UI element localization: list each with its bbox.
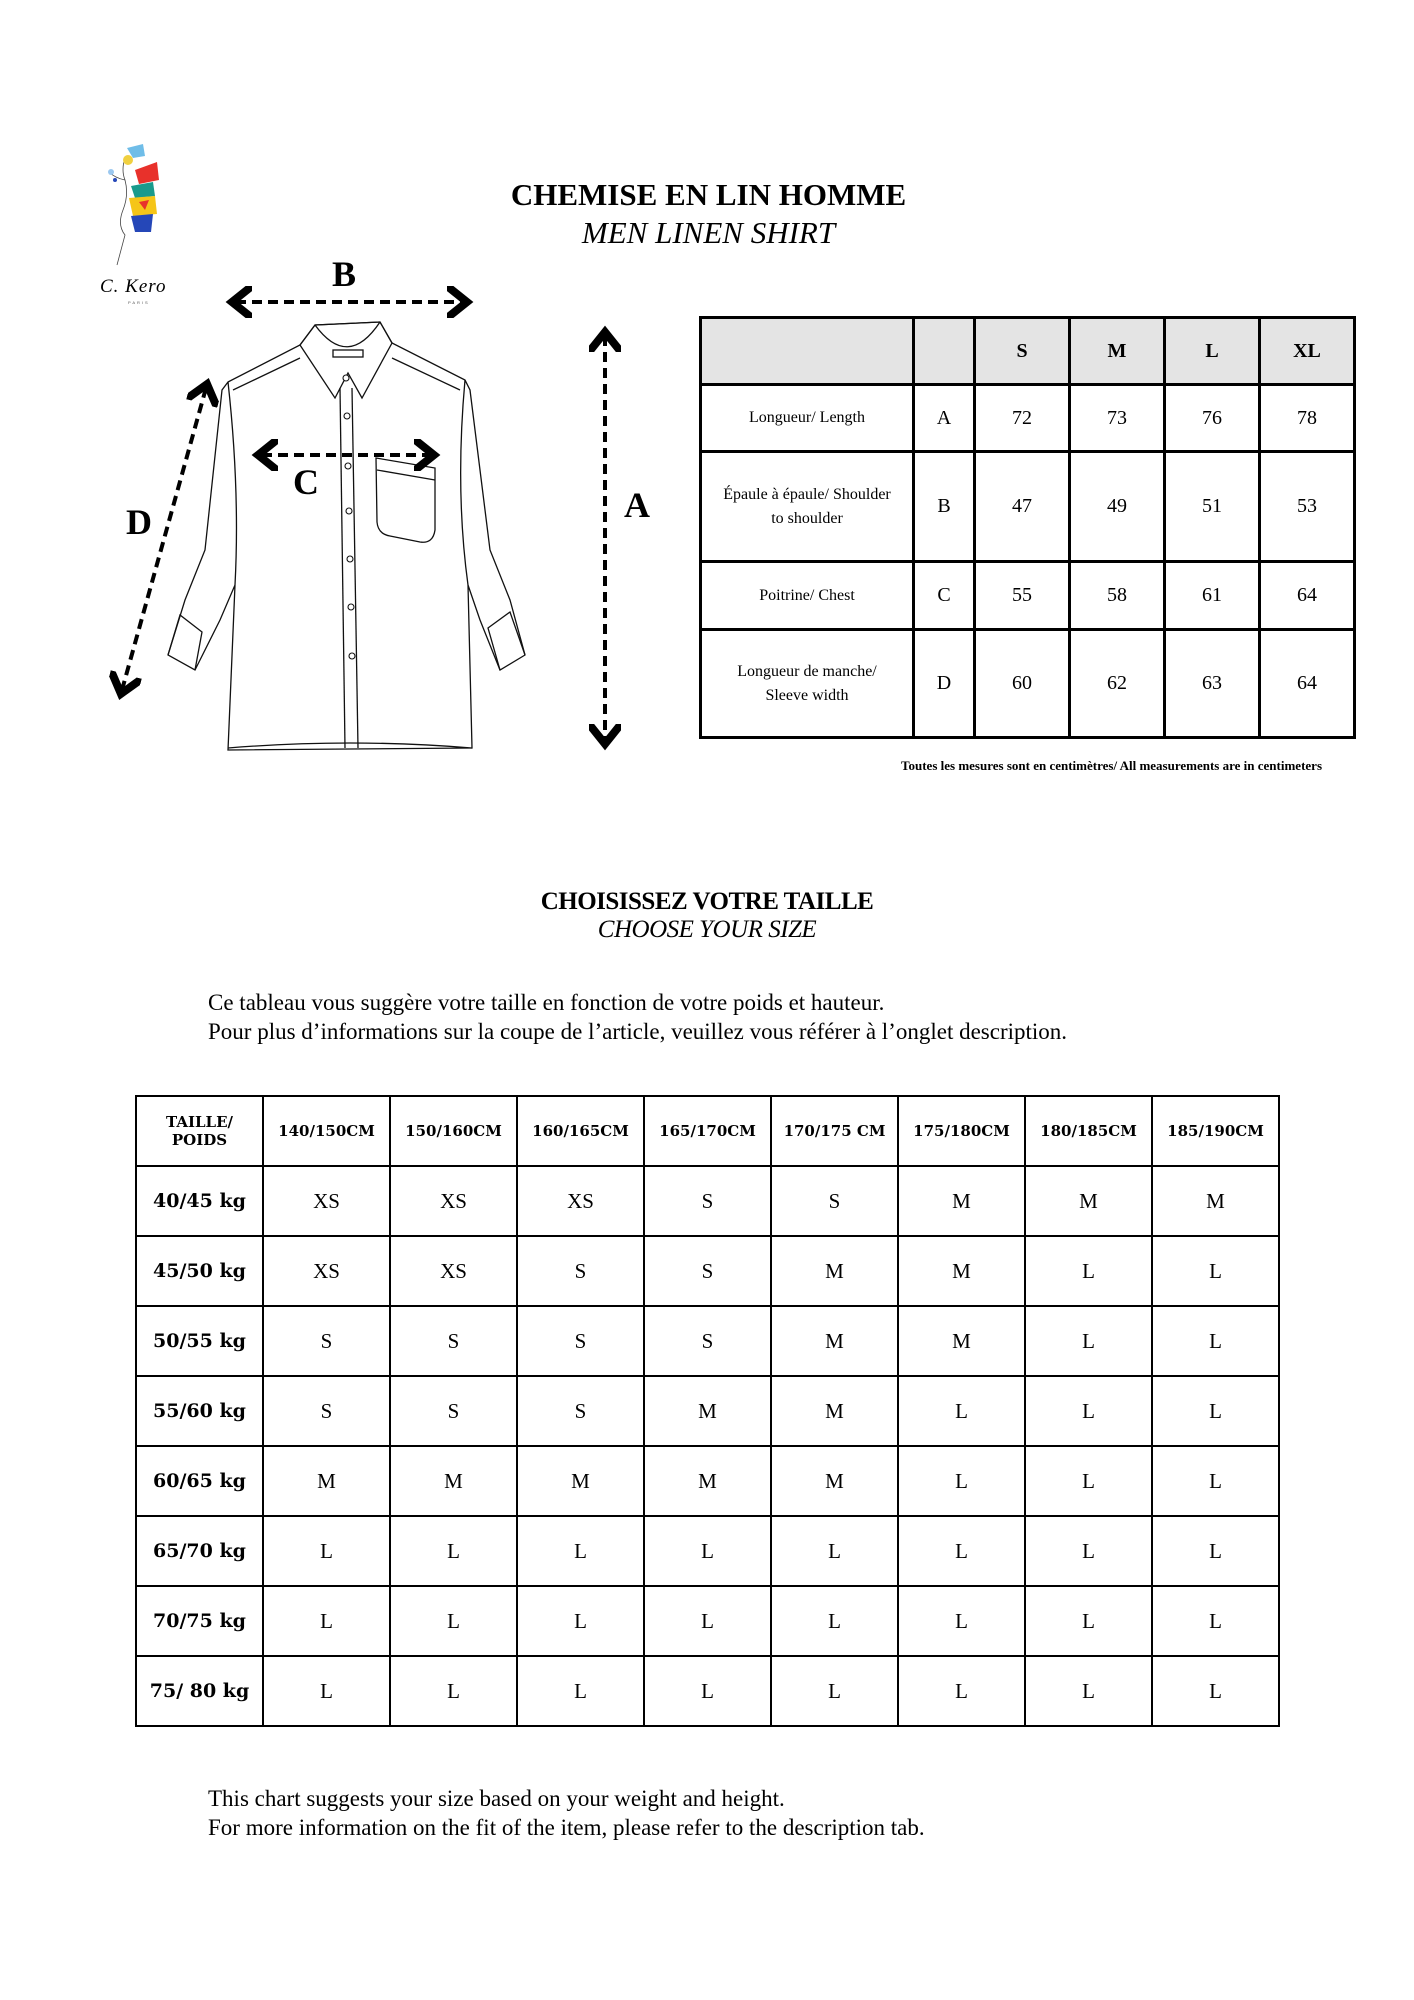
size-cell: L <box>1025 1306 1152 1376</box>
cell-value: 64 <box>1260 562 1355 630</box>
size-cell: M <box>771 1376 898 1446</box>
size-cell: L <box>1025 1376 1152 1446</box>
label-a: A <box>624 485 650 525</box>
table-row <box>136 1516 1279 1586</box>
row-label: Longueur de manche/ Sleeve width <box>701 630 914 738</box>
measurements-table <box>699 316 1356 739</box>
intro-line: Pour plus d’informations sur la coupe de l’article, veuillez vous référer à l’onglet description. <box>208 1019 1068 1044</box>
cell-value: 60 <box>975 630 1070 738</box>
height-header: 140/150CM <box>263 1096 390 1166</box>
intro-paragraph-french <box>208 988 1067 1046</box>
table-row <box>136 1656 1279 1726</box>
size-cell: L <box>390 1516 517 1586</box>
table-row <box>136 1236 1279 1306</box>
intro-line: Ce tableau vous suggère votre taille en fonction de votre poids et hauteur. <box>208 990 885 1015</box>
weight-label: 75/ 80 kg <box>136 1656 263 1726</box>
size-cell: M <box>898 1236 1025 1306</box>
row-label: Longueur/ Length <box>701 385 914 452</box>
size-cell: XS <box>390 1166 517 1236</box>
row-label: Épaule à épaule/ Shoulder to shoulder <box>701 452 914 562</box>
size-cell: L <box>517 1516 644 1586</box>
title-french: CHEMISE EN LIN HOMME <box>510 177 907 212</box>
size-cell: L <box>898 1376 1025 1446</box>
weight-label: 55/60 kg <box>136 1376 263 1446</box>
cell-value: 78 <box>1260 385 1355 452</box>
row-letter: C <box>914 562 975 630</box>
table-row <box>136 1446 1279 1516</box>
weight-label: 70/75 kg <box>136 1586 263 1656</box>
header-size-s: S <box>975 318 1070 385</box>
choose-title-english: CHOOSE YOUR SIZE <box>597 916 817 943</box>
size-cell: L <box>263 1516 390 1586</box>
size-cell: XS <box>263 1236 390 1306</box>
size-cell: L <box>1152 1446 1279 1516</box>
height-header: 165/170CM <box>644 1096 771 1166</box>
height-header: 175/180CM <box>898 1096 1025 1166</box>
header-letter-blank <box>914 318 975 385</box>
weight-label: 50/55 kg <box>136 1306 263 1376</box>
shirt-measurement-diagram <box>100 240 660 770</box>
size-cell: L <box>771 1516 898 1586</box>
size-cell: L <box>1025 1446 1152 1516</box>
size-cell: M <box>771 1306 898 1376</box>
size-cell: M <box>644 1376 771 1446</box>
size-cell: S <box>644 1236 771 1306</box>
cell-value: 72 <box>975 385 1070 452</box>
height-header: 180/185CM <box>1025 1096 1152 1166</box>
cell-value: 61 <box>1165 562 1260 630</box>
corner-header: TAILLE/ POIDS <box>136 1096 263 1166</box>
cell-value: 62 <box>1070 630 1165 738</box>
cell-value: 63 <box>1165 630 1260 738</box>
size-cell: L <box>390 1586 517 1656</box>
weight-label: 40/45 kg <box>136 1166 263 1236</box>
brand-signature: C. Kero <box>100 276 167 297</box>
cell-value: 49 <box>1070 452 1165 562</box>
row-letter: A <box>914 385 975 452</box>
choose-title-french: CHOISISSEZ VOTRE TAILLE <box>540 888 874 915</box>
size-cell: M <box>390 1446 517 1516</box>
shirt-sketch-icon <box>100 240 660 770</box>
measurements-note: Toutes les mesures sont en centimètres/ All measurements are in centimeters <box>901 758 1322 773</box>
header-blank <box>701 318 914 385</box>
size-cell: L <box>771 1656 898 1726</box>
size-cell: S <box>644 1306 771 1376</box>
table-row <box>701 385 1355 452</box>
cell-value: 47 <box>975 452 1070 562</box>
choose-size-heading <box>0 888 1414 944</box>
size-cell: S <box>771 1166 898 1236</box>
label-c: C <box>293 462 319 502</box>
weight-label: 45/50 kg <box>136 1236 263 1306</box>
size-cell: L <box>898 1656 1025 1726</box>
cell-value: 55 <box>975 562 1070 630</box>
height-header: 185/190CM <box>1152 1096 1279 1166</box>
size-cell: L <box>1152 1236 1279 1306</box>
size-cell: L <box>517 1586 644 1656</box>
size-cell: S <box>644 1166 771 1236</box>
size-cell: S <box>390 1376 517 1446</box>
size-cell: L <box>898 1446 1025 1516</box>
size-cell: S <box>517 1376 644 1446</box>
weight-label: 65/70 kg <box>136 1516 263 1586</box>
cell-value: 58 <box>1070 562 1165 630</box>
size-cell: L <box>263 1656 390 1726</box>
cell-value: 64 <box>1260 630 1355 738</box>
size-cell: L <box>263 1586 390 1656</box>
size-cell: S <box>517 1306 644 1376</box>
cell-value: 76 <box>1165 385 1260 452</box>
size-cell: L <box>644 1586 771 1656</box>
header-size-l: L <box>1165 318 1260 385</box>
size-cell: L <box>1152 1656 1279 1726</box>
size-cell: S <box>517 1236 644 1306</box>
row-label: Poitrine/ Chest <box>701 562 914 630</box>
size-cell: S <box>390 1306 517 1376</box>
footer-paragraph-english <box>208 1784 925 1842</box>
size-cell: L <box>1025 1656 1152 1726</box>
table-row <box>136 1376 1279 1446</box>
title-english: MEN LINEN SHIRT <box>581 215 836 250</box>
weight-label: 60/65 kg <box>136 1446 263 1516</box>
table-row <box>136 1166 1279 1236</box>
table-row <box>136 1306 1279 1376</box>
size-recommendation-table <box>135 1095 1280 1727</box>
header-size-m: M <box>1070 318 1165 385</box>
size-cell: XS <box>263 1166 390 1236</box>
row-letter: D <box>914 630 975 738</box>
size-cell: S <box>263 1306 390 1376</box>
row-letter: B <box>914 452 975 562</box>
table-header-row <box>136 1096 1279 1166</box>
size-cell: M <box>644 1446 771 1516</box>
size-cell: L <box>1152 1376 1279 1446</box>
height-header: 160/165CM <box>517 1096 644 1166</box>
size-cell: L <box>644 1516 771 1586</box>
size-cell: M <box>898 1306 1025 1376</box>
size-cell: XS <box>517 1166 644 1236</box>
size-cell: L <box>898 1586 1025 1656</box>
brand-city: PARIS <box>128 300 150 305</box>
size-cell: L <box>1025 1236 1152 1306</box>
size-cell: M <box>771 1236 898 1306</box>
header-size-xl: XL <box>1260 318 1355 385</box>
size-cell: M <box>1025 1166 1152 1236</box>
size-cell: L <box>898 1516 1025 1586</box>
table-row <box>701 452 1355 562</box>
size-cell: XS <box>390 1236 517 1306</box>
size-cell: L <box>644 1656 771 1726</box>
cell-value: 53 <box>1260 452 1355 562</box>
label-d: D <box>126 502 152 542</box>
table-row <box>701 630 1355 738</box>
size-cell: L <box>517 1656 644 1726</box>
table-row <box>136 1586 1279 1656</box>
cell-value: 51 <box>1165 452 1260 562</box>
size-cell: L <box>1152 1516 1279 1586</box>
size-cell: L <box>1152 1306 1279 1376</box>
size-cell: L <box>1025 1516 1152 1586</box>
size-cell: S <box>263 1376 390 1446</box>
cell-value: 73 <box>1070 385 1165 452</box>
size-cell: L <box>771 1586 898 1656</box>
table-row <box>701 562 1355 630</box>
size-cell: L <box>1152 1586 1279 1656</box>
size-cell: L <box>390 1656 517 1726</box>
size-cell: M <box>263 1446 390 1516</box>
table-header-row <box>701 318 1355 385</box>
size-cell: M <box>1152 1166 1279 1236</box>
size-cell: L <box>1025 1586 1152 1656</box>
height-header: 170/175 CM <box>771 1096 898 1166</box>
size-cell: M <box>898 1166 1025 1236</box>
size-cell: M <box>517 1446 644 1516</box>
height-header: 150/160CM <box>390 1096 517 1166</box>
footer-line: For more information on the fit of the item, please refer to the description tab. <box>208 1815 925 1840</box>
size-cell: M <box>771 1446 898 1516</box>
label-b: B <box>332 254 357 294</box>
footer-line: This chart suggests your size based on your weight and height. <box>208 1786 785 1811</box>
